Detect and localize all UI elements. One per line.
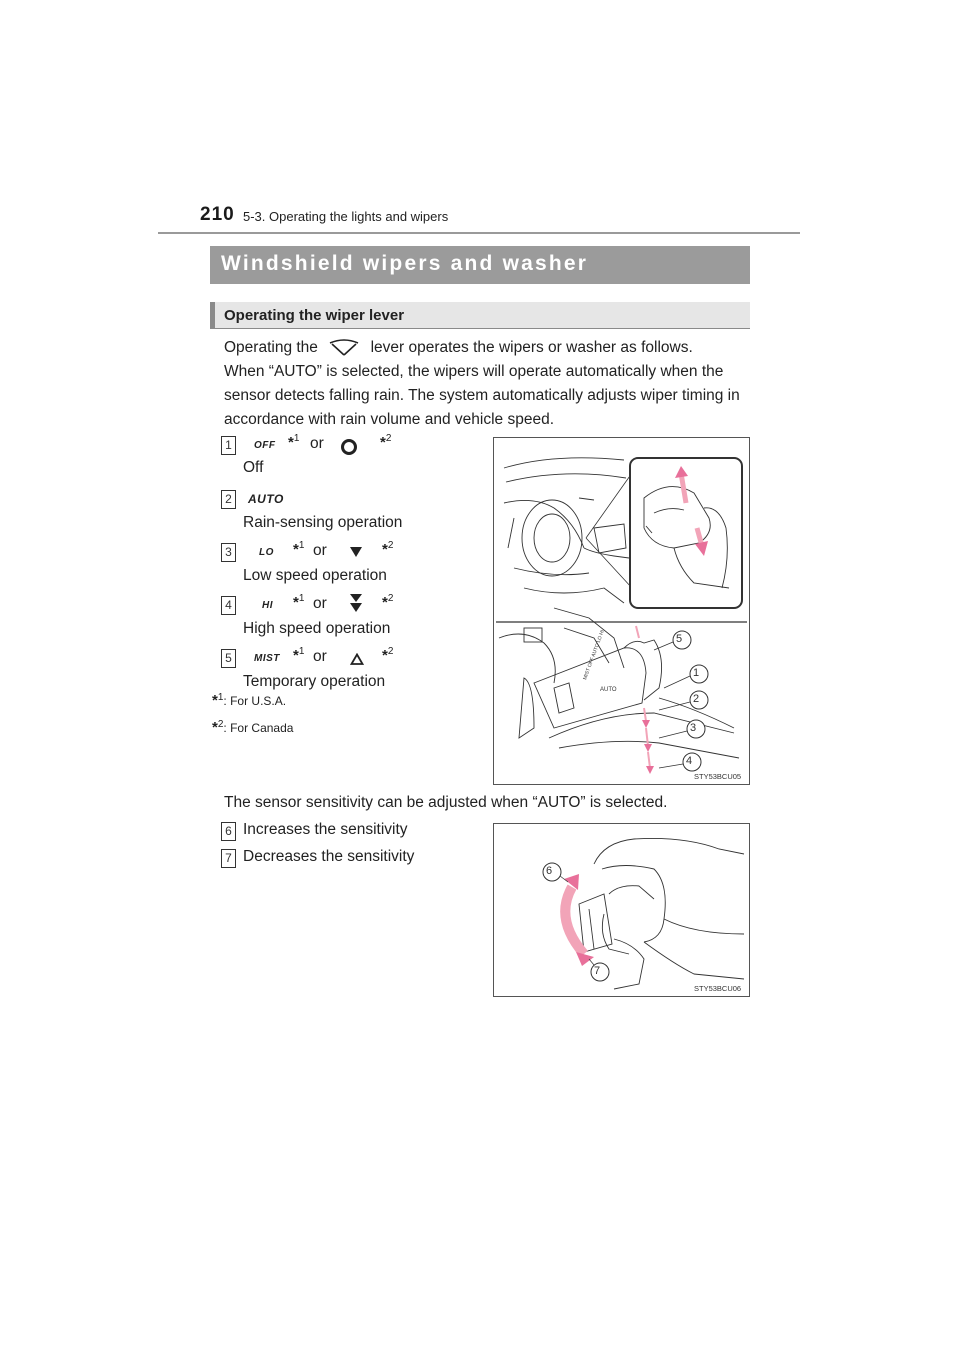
star1-marker: *$^1$ [293,646,305,664]
circle-icon [340,438,358,461]
callout-6: 6 [546,865,553,877]
callout-7: 7 [594,965,601,977]
item-label-4: High speed operation [243,620,391,637]
header-divider [158,232,800,234]
or-text: or [313,595,327,612]
footnote-text: : For U.S.A. [223,694,287,708]
or-text: or [313,542,327,559]
item-label-1: Off [243,459,264,476]
triangle-outline-icon [350,652,364,670]
callout-5: 5 [676,633,683,645]
auto-symbol: AUTO [248,492,284,506]
item-label-2: Rain-sensing operation [243,514,403,531]
or-text: or [313,648,327,665]
svg-text:MIST OFF AUTO LO HI: MIST OFF AUTO LO HI [582,629,606,681]
intro-line [224,336,754,360]
double-triangle-down-icon [349,593,363,618]
star1-marker: *$^1$ [288,433,300,451]
footnote-mark: * [212,692,218,709]
page-number: 210 [200,204,235,225]
off-symbol: OFF [254,440,276,451]
star1-marker: *$^1$ [293,593,305,611]
lo-symbol: LO [259,547,274,558]
item-label-5: Temporary operation [243,673,386,690]
intro-post: lever operates the wipers or washer as follows. [370,339,693,356]
subsection-title: Operating the wiper lever [224,307,405,324]
item-number-3: 3 [221,543,236,562]
sensitivity-intro: The sensor sensitivity can be adjusted when “AUTO” is selected. [224,794,668,811]
callout-2: 2 [693,693,700,705]
footnote-usa [212,692,286,709]
wiper-lever-figure [493,437,750,785]
auto-note: When “AUTO” is selected, the wipers will operate automatically when the sensor detects falling rain. The system automatically adjusts wiper timing in accordance with rain volume and vehicle speed. [224,363,740,428]
star2-marker: *$^2$ [382,593,394,611]
star2-marker: *$^2$ [380,433,392,451]
svg-text:AUTO: AUTO [600,687,617,693]
item-number-7: 7 [221,849,236,868]
footnote-text: : For Canada [223,721,294,735]
item-number-4: 4 [221,596,236,615]
item-number-1: 1 [221,436,236,455]
footnote-mark: * [212,719,218,736]
figure-code: STY53BCU05 [694,772,742,781]
star1-marker: *$^1$ [293,540,305,558]
star2-marker: *$^2$ [382,540,394,558]
item-label-6: Increases the sensitivity [243,821,408,838]
section-breadcrumb: 5-3. Operating the lights and wipers [243,209,449,224]
item-number-2: 2 [221,490,236,509]
hi-symbol: HI [262,600,273,611]
page-title: Windshield wipers and washer [221,252,589,275]
callout-3: 3 [690,722,697,734]
item-label-3: Low speed operation [243,567,387,584]
footnote-sup: 1 [217,692,224,703]
figure-code: STY53BCU06 [694,984,742,993]
footnote-canada [212,719,293,736]
triangle-down-icon [349,545,363,563]
subsection-rule [210,328,750,329]
star2-marker: *$^2$ [382,646,394,664]
intro-pre: Operating the [224,339,318,356]
mist-symbol: MIST [254,653,280,664]
sensitivity-figure [493,823,750,997]
wiper-icon [322,339,366,357]
footnote-sup: 2 [217,719,224,730]
item-label-7: Decreases the sensitivity [243,848,415,865]
or-text: or [310,435,324,452]
item-number-6: 6 [221,822,236,841]
item-number-5: 5 [221,649,236,668]
callout-1: 1 [693,667,700,679]
callout-4: 4 [686,755,693,767]
